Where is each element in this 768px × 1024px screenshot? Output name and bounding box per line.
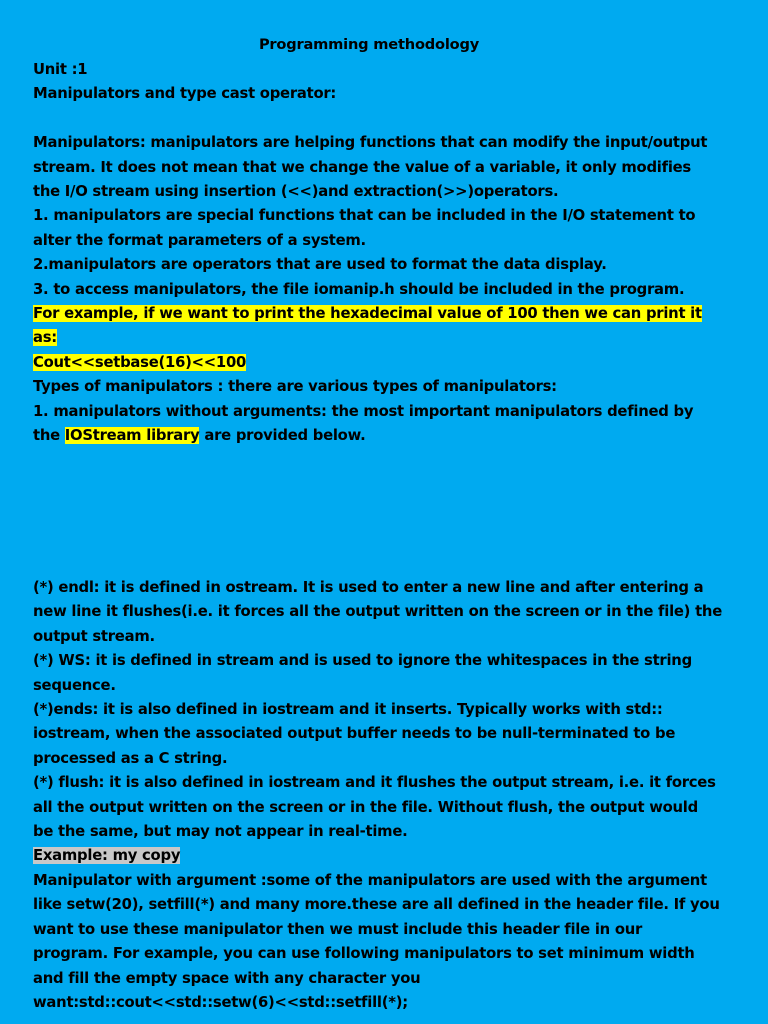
intro-section [33,58,707,448]
example-label-line [33,844,722,868]
highlighted-code-line [33,351,707,375]
paragraph-line: (*) WS: it is defined in stream and is used to ignore the whitespaces in the string [33,652,692,670]
highlighted-example-line [33,302,707,326]
without-args-line: 1. manipulators without arguments: the most important manipulators defined by [33,402,694,420]
paragraph-line: like setw(20), setfill(*) and many more.these are all defined in the header file. If you [33,896,720,914]
paragraph-line: (*) flush: it is also defined in iostream and it flushes the output stream, i.e. it forces [33,774,716,792]
paragraph-line: 3. to access manipulators, the file iomanip.h should be included in the program. [33,280,685,298]
paragraph-line: all the output written on the screen or in the file. Without flush, the output would [33,798,698,816]
paragraph-line: be the same, but may not appear in real-time. [33,823,408,841]
paragraph-line: (*) endl: it is defined in ostream. It is used to enter a new line and after entering a [33,579,704,596]
highlight-text: as: [33,329,57,347]
paragraph-line: and fill the empty space with any character you [33,969,421,987]
iostream-suffix: are provided below. [199,427,366,445]
paragraph-line: sequence. [33,676,116,694]
example-label: Example: my copy [33,847,181,865]
paragraph-line: want:std::cout<<std::setw(6)<<std::setfill(*); [33,993,408,1011]
document-title: Programming methodology [258,36,480,53]
paragraph-line: (*)ends: it is also defined in iostream and it inserts. Typically works with std:: [33,701,663,719]
paragraph-line: stream. It does not mean that we change the value of a variable, it only modifies [33,158,691,176]
paragraph-line: the I/O stream using insertion (<<)and extraction(>>)operators. [33,183,559,201]
highlight-text: For example, if we want to print the hexadecimal value of 100 then we can print it [33,305,702,323]
paragraph-line: processed as a C string. [33,749,228,767]
blank-line [33,107,707,131]
iostream-prefix: the [33,427,65,445]
section-heading: Manipulators and type cast operator: [33,85,337,103]
paragraph-line: program. For example, you can use following manipulators to set minimum width [33,945,695,963]
paragraph-line: iostream, when the associated output buffer needs to be null-terminated to be [33,725,676,743]
paragraph-line: output stream. [33,627,155,645]
highlighted-example-line [33,326,707,350]
paragraph-line: 1. manipulators are special functions that can be included in the I/O statement to [33,207,696,225]
paragraph-line: alter the format parameters of a system. [33,231,366,249]
types-line: Types of manipulators : there are various types of manipulators: [33,378,557,396]
paragraph-line: 2.manipulators are operators that are used to format the data display. [33,256,607,274]
paragraph-line: new line it flushes(i.e. it forces all the output written on the screen or in the file) the [33,603,722,621]
unit-line: Unit :1 [33,61,88,78]
highlight-text: Cout<<setbase(16)<<100 [33,353,247,371]
paragraph-line: want to use these manipulator then we must include this header file in our [33,920,643,938]
iostream-highlight: IOStream library [64,427,200,445]
paragraph-line: Manipulators: manipulators are helping functions that can modify the input/output [33,134,708,152]
iostream-line [33,424,707,448]
manipulator-list-section [33,576,722,1015]
paragraph-line: Manipulator with argument :some of the manipulators are used with the argument [33,871,707,889]
